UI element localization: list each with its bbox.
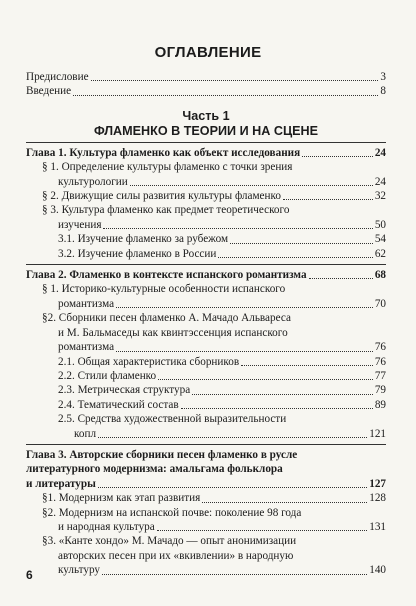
- entry-title-line: 2.5. Средства художественной выразительности: [58, 413, 287, 426]
- toc-entry-ch1-s32[interactable]: [26, 247, 386, 261]
- toc-entry-ch2-s24[interactable]: [26, 398, 386, 412]
- part-label: Часть 1: [182, 108, 230, 123]
- leader-dots: [181, 408, 373, 409]
- entry-title-line: романтизма: [58, 341, 115, 354]
- entry-page: 89: [374, 398, 386, 411]
- leader-dots: [302, 156, 373, 157]
- entry-page: 24: [374, 146, 386, 159]
- entry-title-line: и литературы: [26, 477, 96, 490]
- divider: [26, 444, 386, 445]
- toc-entry-ch1-s1[interactable]: [26, 160, 386, 189]
- toc-entry-chapter-2[interactable]: [26, 268, 386, 282]
- entry-page: 68: [374, 269, 386, 282]
- entry-page: 77: [374, 369, 386, 382]
- toc-entry-ch2-s21[interactable]: [26, 355, 386, 369]
- entry-title: Глава 1. Культура фламенко как объект исследования: [26, 146, 301, 159]
- entry-title-line: § 1. Историко-культурные особенности испанского: [42, 283, 286, 296]
- leader-dots: [283, 199, 373, 200]
- entry-page: 54: [374, 233, 386, 246]
- leader-dots: [103, 228, 372, 229]
- toc-entry-ch3-s1[interactable]: [26, 491, 386, 505]
- leader-dots: [158, 379, 373, 380]
- entry-title-line: романтизма: [58, 297, 115, 310]
- toc-entry-ch1-s2[interactable]: [26, 189, 386, 203]
- toc-entry-chapter-1[interactable]: [26, 146, 386, 160]
- entry-title-line: §2. Модернизм на испанской почве: поколение 98 года: [42, 506, 302, 519]
- leader-dots: [102, 574, 367, 575]
- divider: [26, 142, 386, 143]
- entry-title: § 2. Движущие силы развития культуры фламенко: [42, 190, 281, 203]
- toc-entry-preface[interactable]: [26, 70, 386, 84]
- toc-entry-ch2-s1[interactable]: [26, 282, 386, 311]
- entry-title-line: культурологии: [58, 175, 128, 188]
- entry-page: 32: [374, 190, 386, 203]
- entry-page: 140: [369, 564, 386, 577]
- toc-entry-ch3-s2[interactable]: [26, 506, 386, 535]
- toc-entry-ch2-s2[interactable]: [26, 311, 386, 354]
- leader-dots: [157, 530, 367, 531]
- entry-title-line: авторских песен при их «вкивлении» в народную: [58, 549, 294, 562]
- page-number: 6: [26, 568, 33, 582]
- part-heading: [26, 109, 386, 139]
- table-of-contents: [26, 70, 386, 578]
- entry-title: §1. Модернизм как этап развития: [42, 492, 201, 505]
- leader-dots: [218, 257, 372, 258]
- entry-title: 3.1. Изучение фламенко за рубежом: [58, 233, 229, 246]
- leader-dots: [91, 80, 379, 81]
- entry-page: 50: [374, 218, 386, 231]
- divider: [26, 264, 386, 265]
- toc-entry-chapter-3[interactable]: [26, 448, 386, 491]
- leader-dots: [73, 95, 378, 96]
- leader-dots: [192, 394, 373, 395]
- entry-title: Глава 2. Фламенко в контексте испанского романтизма: [26, 269, 307, 282]
- entry-page: 79: [374, 384, 386, 397]
- toc-entry-ch3-s3[interactable]: [26, 534, 386, 577]
- entry-title-line: § 1. Определение культуры фламенко с точки зрения: [42, 161, 293, 174]
- entry-page: 76: [374, 341, 386, 354]
- entry-page: 3: [380, 71, 386, 83]
- entry-title-line: §3. «Канте хондо» М. Мачадо — опыт анонимизации: [42, 535, 297, 548]
- toc-entry-introduction[interactable]: [26, 84, 386, 98]
- part-title: ФЛАМЕНКО В ТЕОРИИ И НА СЦЕНЕ: [93, 123, 319, 138]
- entry-title: Предисловие: [26, 71, 89, 83]
- entry-page: 62: [374, 247, 386, 260]
- entry-page: 121: [369, 427, 386, 440]
- entry-title: 2.4. Тематический состав: [58, 398, 179, 411]
- entry-page: 24: [374, 175, 386, 188]
- leader-dots: [98, 487, 367, 488]
- toc-entry-ch2-s23[interactable]: [26, 383, 386, 397]
- toc-heading: ОГЛАВЛЕНИЕ: [154, 44, 262, 61]
- leader-dots: [241, 365, 373, 366]
- toc-entry-ch2-s22[interactable]: [26, 369, 386, 383]
- leader-dots: [230, 243, 373, 244]
- entry-page: 76: [374, 355, 386, 368]
- entry-page: 127: [369, 477, 386, 490]
- entry-title-line: и М. Бальмаседы как квинтэссенция испанского: [58, 326, 288, 339]
- toc-entry-ch2-s25[interactable]: [26, 412, 386, 441]
- leader-dots: [98, 437, 367, 438]
- leader-dots: [116, 307, 373, 308]
- entry-title: 2.1. Общая характеристика сборников: [58, 355, 240, 368]
- entry-page: 70: [374, 297, 386, 310]
- entry-title-line: копл: [74, 427, 97, 440]
- entry-title-line: литературного модернизма: амальгама фольклора: [26, 463, 283, 476]
- entry-title-line: культуру: [58, 564, 101, 577]
- entry-title: 2.2. Стили фламенко: [58, 369, 157, 382]
- entry-title: 2.3. Метрическая структура: [58, 384, 191, 397]
- entry-title: Введение: [26, 85, 72, 98]
- entry-title-line: Глава 3. Авторские сборники песен фламенко в русле: [26, 448, 298, 461]
- leader-dots: [202, 502, 367, 503]
- entry-title-line: § 3. Культура фламенко как предмет теоретического: [42, 204, 290, 217]
- entry-page: 131: [369, 520, 386, 533]
- toc-entry-ch1-s31[interactable]: [26, 232, 386, 246]
- leader-dots: [130, 185, 373, 186]
- toc-entry-ch1-s3[interactable]: [26, 203, 386, 232]
- entry-title-line: изучения: [58, 218, 102, 231]
- entry-page: 8: [380, 85, 386, 98]
- leader-dots: [309, 278, 373, 279]
- entry-title-line: и народная культура: [58, 520, 155, 533]
- leader-dots: [116, 351, 373, 352]
- entry-page: 128: [369, 492, 386, 505]
- entry-title: 3.2. Изучение фламенко в России: [58, 247, 217, 260]
- entry-title-line: §2. Сборники песен фламенко А. Мачадо Альвареса: [42, 312, 291, 325]
